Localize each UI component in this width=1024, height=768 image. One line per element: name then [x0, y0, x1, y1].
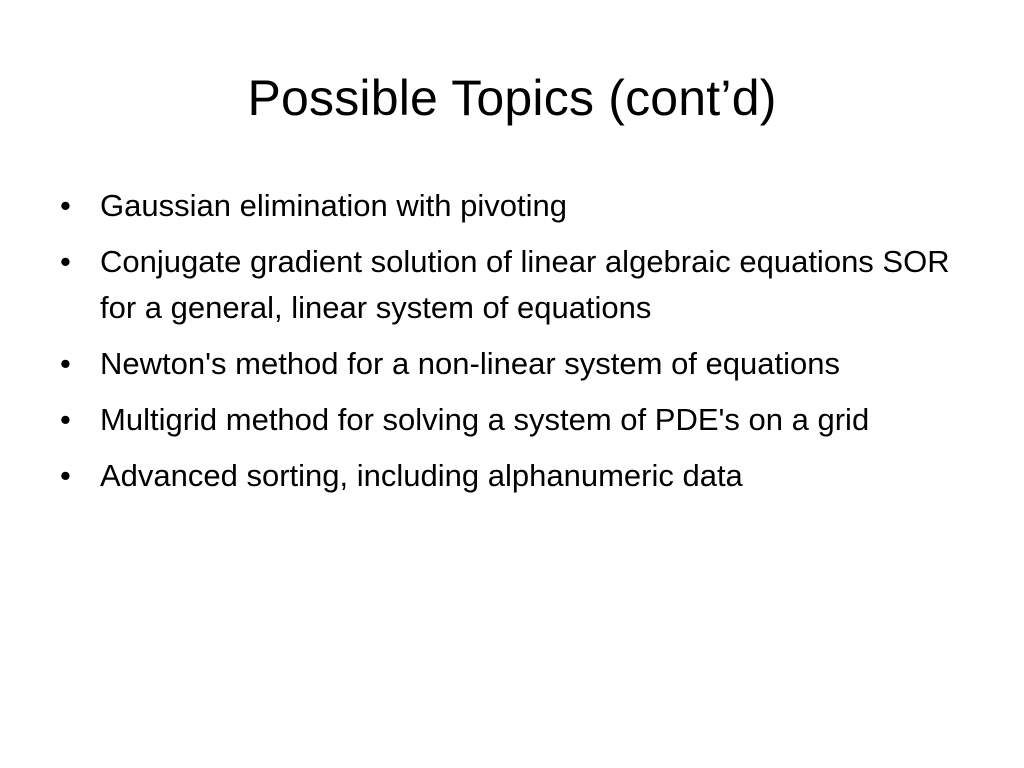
bullet-text: Conjugate gradient solution of linear algebraic equations SOR for a general, linear system of equations [100, 244, 950, 325]
bullet-list [56, 183, 976, 499]
bullet-dot-icon: • [60, 346, 71, 381]
bullet-text: Gaussian elimination with pivoting [100, 188, 567, 223]
bullet-text: Advanced sorting, including alphanumeric data [100, 458, 743, 493]
bullet-text: Newton's method for a non-linear system of equations [100, 346, 840, 381]
bullet-dot-icon: • [60, 188, 71, 223]
bullet-text: Multigrid method for solving a system of PDE's on a grid [100, 402, 870, 437]
bullet-item [56, 397, 976, 443]
bullet-dot-icon: • [60, 244, 71, 279]
slide-title: Possible Topics (cont’d) [247, 70, 777, 126]
bullet-item [56, 183, 976, 229]
bullet-item [56, 453, 976, 499]
bullet-dot-icon: • [60, 458, 71, 493]
bullet-dot-icon: • [60, 402, 71, 437]
bullet-item [56, 239, 976, 331]
bullet-item [56, 341, 976, 387]
